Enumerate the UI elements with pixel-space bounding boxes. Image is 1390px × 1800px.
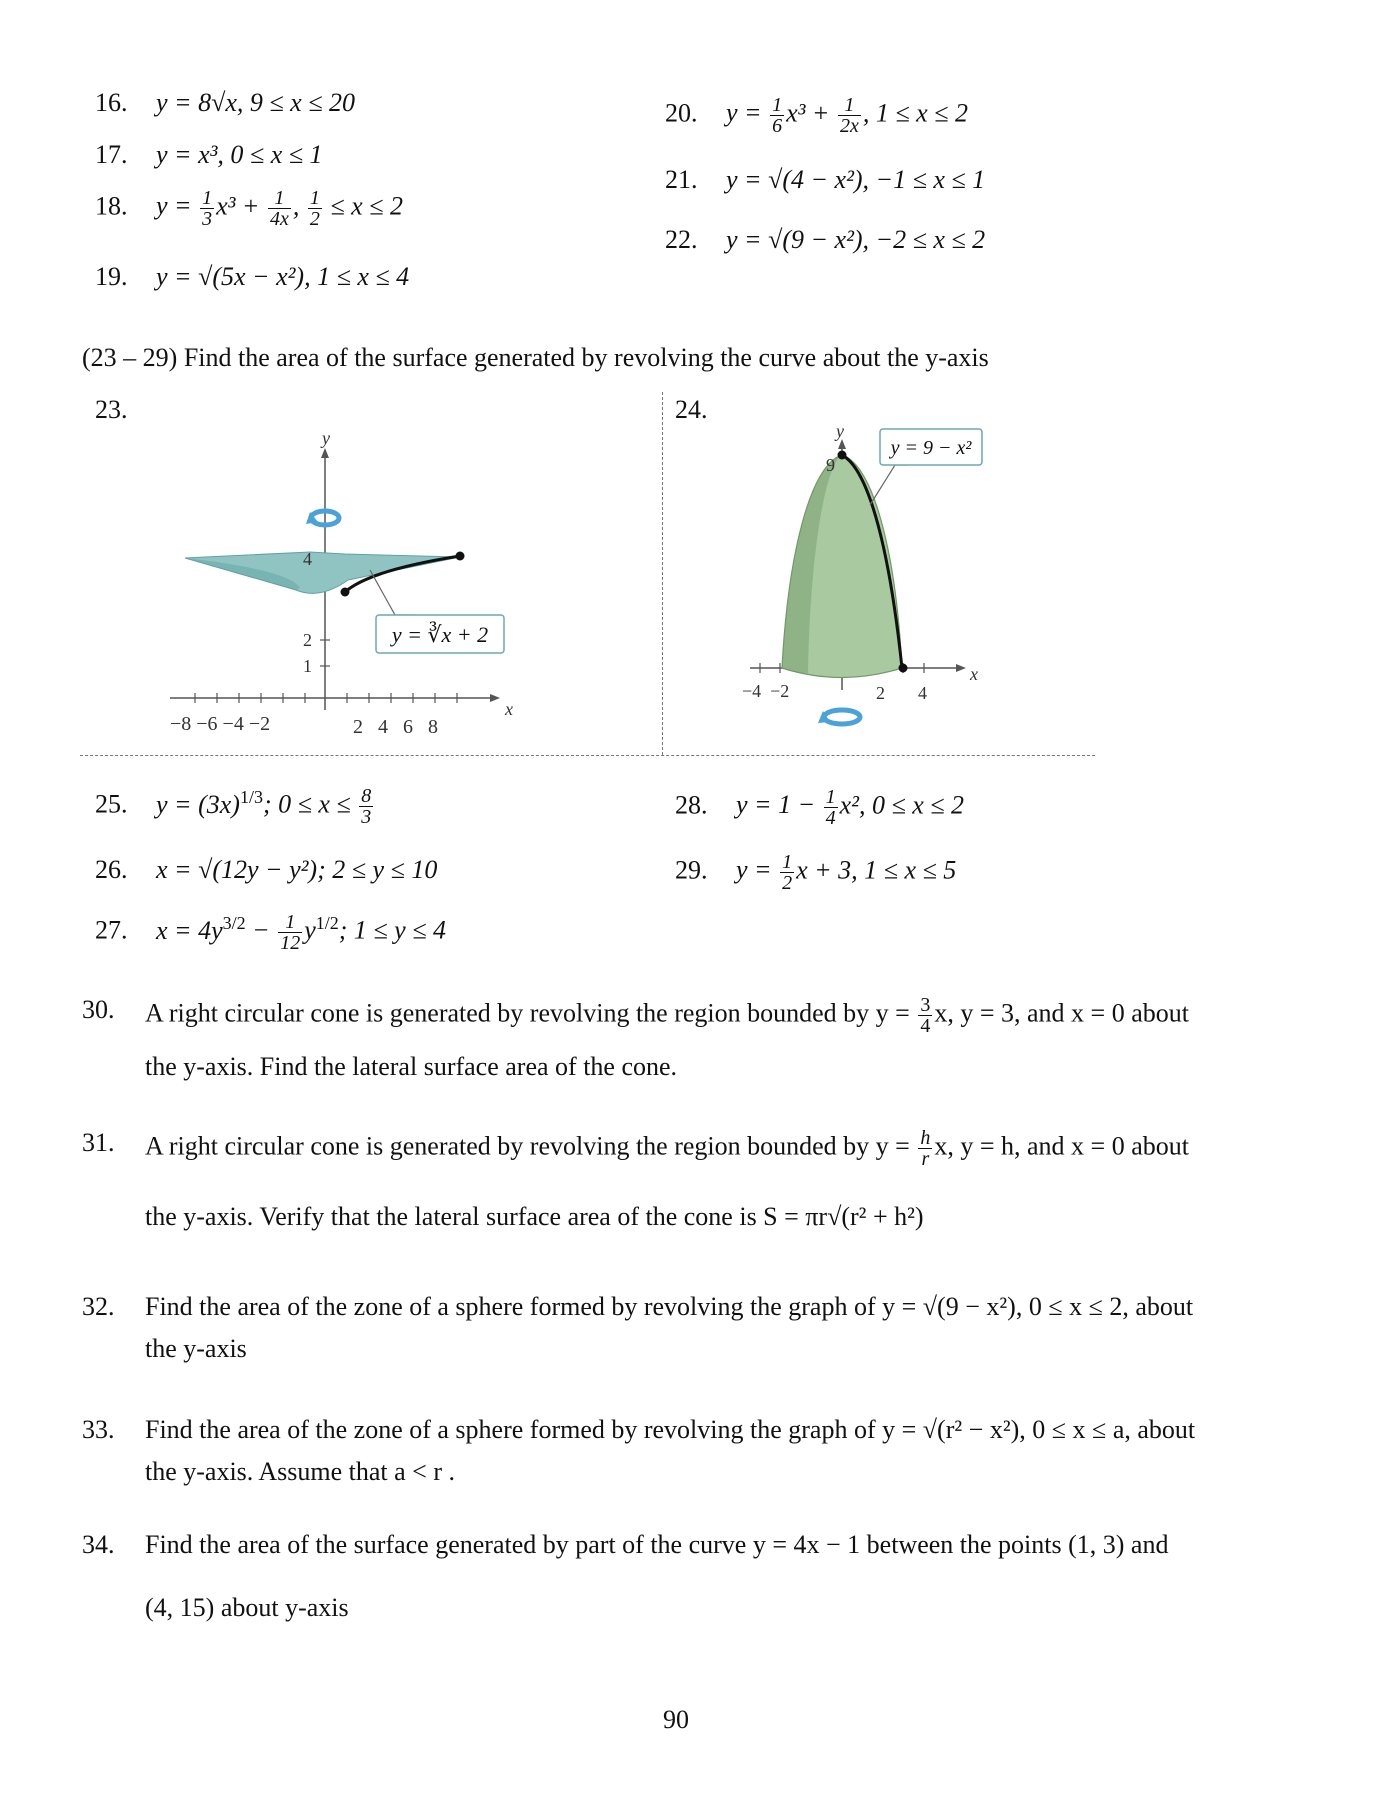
problem-21: 21. y = √(4 − x²), −1 ≤ x ≤ 1 <box>665 165 986 194</box>
callout-pointer <box>870 465 908 505</box>
fraction: $\frac{8}{3}$ <box>361 785 372 829</box>
problem-34-line2: (4, 15) about y-axis <box>145 1593 349 1622</box>
y-tick-4: 4 <box>303 549 312 569</box>
x-ticks-negative: −8 −6 −4 −2 <box>170 713 271 735</box>
fraction: $\frac{1}{2x}$ <box>839 94 859 137</box>
fraction: $\frac{1}{2}$ <box>309 187 320 230</box>
problem-31-line2: the y-axis. Verify that the lateral surface area of the cone is S = πr√(r² + h²) <box>145 1202 924 1231</box>
curve-start-point <box>341 588 350 597</box>
problem-26: 26. x = √(12y − y²); 2 ≤ y ≤ 10 <box>95 855 438 884</box>
problem-27: 27. $x = 4y^{3/2}$ − $\frac{1}{12}$ $y^{1/2}$; 1 ≤ y ≤ 4 <box>95 911 446 955</box>
problem-32-line1: Find the area of the zone of a sphere formed by revolving the graph of y = √(9 − x²), 0 ≤ x ≤ 2, about <box>145 1292 1194 1321</box>
problem-16: 16. y = 8√x, 9 ≤ x ≤ 20 <box>95 88 355 117</box>
fraction: $\frac{1}{6}$ <box>772 94 783 137</box>
fraction: $\frac{1}{4x}$ <box>269 187 289 230</box>
problem-22: 22. y = √(9 − x²), −2 ≤ x ≤ 2 <box>665 225 986 254</box>
problem-29: 29. y = $\frac{1}{2}$ x + 3, 1 ≤ x ≤ 5 <box>675 851 957 894</box>
problem-30-line1: A right circular cone is generated by revolving the region bounded by y = $\frac{3}{4}$ x, y = 3, and x = 0 about <box>145 994 1189 1037</box>
fraction: $\frac{1}{4}$ <box>825 786 836 829</box>
y-axis-label: y <box>322 430 330 448</box>
curve-vertex-point <box>838 451 847 460</box>
problem-19: 19. y = √(5x − x²), 1 ≤ x ≤ 4 <box>95 262 410 291</box>
fraction: $\frac{1}{3}$ <box>202 187 213 230</box>
x-tick-2: 2 <box>876 683 885 703</box>
curve-label: y = 9 − x² <box>890 437 972 459</box>
curve-end-point <box>899 664 908 673</box>
figure-divider-horizontal <box>80 755 1095 756</box>
y-axis-label: y <box>836 425 844 441</box>
figure-24 <box>730 425 1030 745</box>
fraction: $\frac{h}{r}$ <box>920 1127 931 1170</box>
problem-33-number: 33. <box>82 1415 115 1444</box>
x-ticks-positive: 2 4 6 8 <box>353 716 438 738</box>
fraction: $\frac{1}{2}$ <box>782 851 793 894</box>
problem-17: 17. y = x³, 0 ≤ x ≤ 1 <box>95 140 323 169</box>
problem-31-number: 31. <box>82 1128 115 1157</box>
figure-23 <box>170 430 520 750</box>
problem-31-line1: A right circular cone is generated by revolving the region bounded by y = $\frac{h}{r}$ x, y = h, and x = 0 about <box>145 1127 1189 1170</box>
problem-25: 25. $y = (3x)^{1/3}$; 0 ≤ x ≤ $\frac{8}{3}$ <box>95 785 372 829</box>
x-ticks-negative: −4 −2 <box>742 681 790 701</box>
problem-30-line2: the y-axis. Find the lateral surface area of the cone. <box>145 1052 678 1081</box>
x-axis-label: x <box>505 699 513 719</box>
x-tick-4: 4 <box>918 683 927 703</box>
page-number: 90 <box>663 1705 689 1734</box>
fraction: $\frac{3}{4}$ <box>920 994 931 1037</box>
x-axis-arrow <box>956 664 966 672</box>
x-axis-arrow <box>490 694 500 702</box>
section-header: (23 – 29) Find the area of the surface generated by revolving the curve about the y-axis <box>82 343 989 372</box>
x-axis-label: x <box>970 664 978 684</box>
figure-24-number: 24. <box>675 395 708 424</box>
problem-32-line2: the y-axis <box>145 1334 247 1363</box>
problem-34-number: 34. <box>82 1530 115 1559</box>
revolved-surface <box>185 552 460 593</box>
figure-23-number: 23. <box>95 395 128 424</box>
problem-33-line2: the y-axis. Assume that a < r . <box>145 1457 455 1486</box>
y-tick-9: 9 <box>826 455 835 475</box>
problem-30-number: 30. <box>82 995 115 1024</box>
curve-label: y = ∛x + 2 <box>391 622 489 647</box>
problem-33-line1: Find the area of the zone of a sphere formed by revolving the graph of y = √(r² − x²), 0 ≤ x ≤ a, about <box>145 1415 1196 1444</box>
y-tick-1: 1 <box>303 656 312 676</box>
problem-32-number: 32. <box>82 1292 115 1321</box>
fraction: $\frac{1}{12}$ <box>280 911 301 955</box>
problem-18: 18. y = $\frac{1}{3}$ x³ + $\frac{1}{4x}$ , $\frac{1}{2}$ ≤ x ≤ 2 <box>95 187 403 230</box>
y-tick-2: 2 <box>303 630 312 650</box>
figure-divider-vertical <box>662 392 663 755</box>
problem-28: 28. y = 1 − $\frac{1}{4}$ x², 0 ≤ x ≤ 2 <box>675 786 965 829</box>
curve-end-point <box>456 552 465 561</box>
problem-34-line1: Find the area of the surface generated by part of the curve y = 4x − 1 between the points (1, 3) and <box>145 1530 1169 1559</box>
problem-20: 20. y = $\frac{1}{6}$ x³ + $\frac{1}{2x}$ , 1 ≤ x ≤ 2 <box>665 94 968 137</box>
y-axis-arrow <box>321 448 329 458</box>
